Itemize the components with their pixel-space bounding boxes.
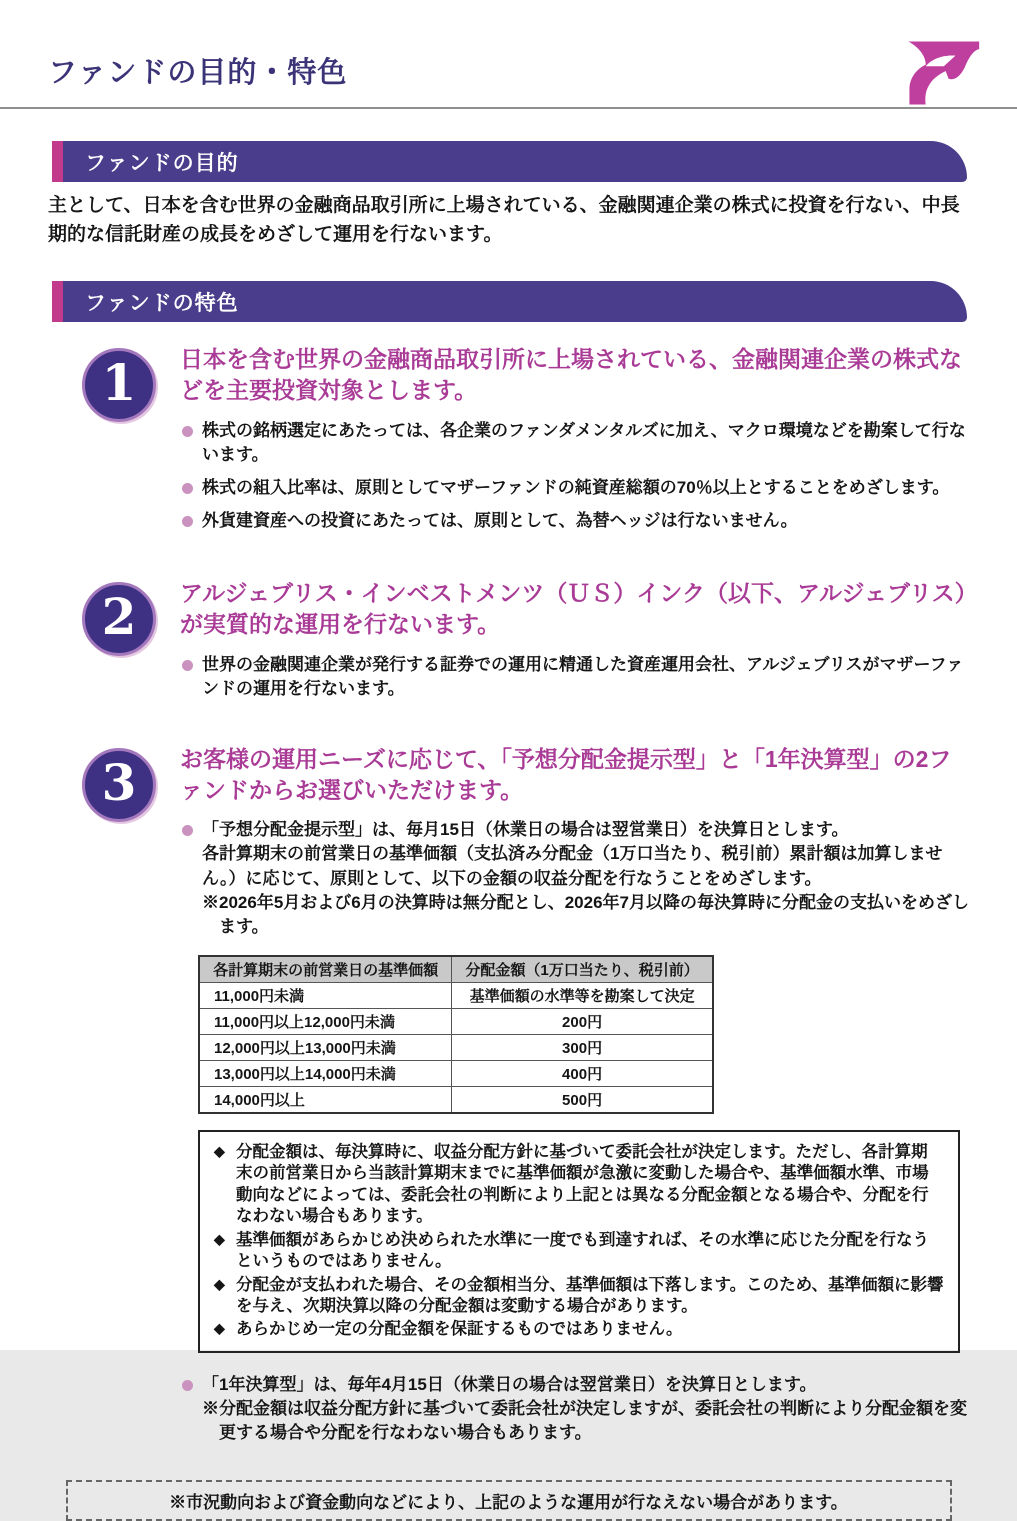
feature-3-bullets: [180, 818, 969, 939]
badge-column: [48, 744, 180, 1454]
table-cell: 12,000円以上13,000円未満: [199, 1034, 452, 1060]
forecast-type-bullet: 「予想分配金提示型」は、毎月15日（休業日の場合は翌営業日）を決算日とします。: [202, 820, 849, 840]
distribution-table: [198, 955, 714, 1114]
table-cell: 11,000円以上12,000円未満: [199, 1008, 452, 1034]
table-row: [199, 1034, 713, 1060]
banner-bar: [63, 141, 967, 182]
banner-accent-bar: [52, 281, 63, 322]
feature-2-body: [180, 578, 969, 710]
feature-item-3: [48, 744, 969, 1454]
feature-1-heading: 日本を含む世界の金融商品取引所に上場されている、金融関連企業の株式などを主要投資対象とします。: [180, 346, 962, 404]
banner-bar: [63, 281, 967, 322]
list-item: 世界の金融関連企業が発行する証券での運用に精通した資産運用会社、アルジェブリスがマザーファンドの運用を行ないます。: [180, 653, 969, 701]
feature-2-bullets: [180, 653, 969, 701]
feature-item-1: [48, 344, 969, 542]
feature-3-number-badge: [82, 748, 156, 822]
table-cell: 500円: [452, 1086, 713, 1113]
section-banner-purpose: [52, 141, 967, 182]
table-cell: 200円: [452, 1008, 713, 1034]
feature-1-number: 1: [101, 353, 137, 412]
table-row: [199, 1086, 713, 1113]
table-cell: 基準価額の水準等を勘案して決定: [452, 982, 713, 1008]
badge-column: [48, 578, 180, 710]
forecast-type-note: ※2026年5月および6月の決算時は無分配とし、2026年7月以降の毎決算時に分配金の支払いをめざします。: [202, 892, 969, 936]
list-item: 株式の銘柄選定にあたっては、各企業のファンダメンタルズに加え、マクロ環境などを勘案して行ないます。: [180, 419, 969, 467]
header-divider: [0, 107, 1017, 109]
list-item: 株式の組入比率は、原則としてマザーファンドの純資産総額の70％以上とすることをめざします。: [180, 476, 969, 500]
badge-column: [48, 344, 180, 542]
annual-type-bullet: 「1年決算型」は、毎年4月15日（休業日の場合は翌営業日）を決算日とします。: [202, 1374, 817, 1394]
feature-3-number: 3: [101, 752, 137, 812]
note-item: ◆ 基準価額があらかじめ決められた水準に一度でも到達すれば、その水準に応じた分配を行なうというものではありません。: [212, 1230, 944, 1273]
content: [0, 141, 1017, 1521]
annual-type-bullets: [180, 1373, 969, 1445]
feature-2-number: 2: [101, 587, 137, 647]
section-banner-features: [52, 281, 967, 322]
feature-3-body: [180, 744, 969, 1454]
section-title-features: ファンドの特色: [85, 291, 239, 315]
notes-list: [212, 1142, 944, 1341]
banner-accent-bar: [52, 141, 63, 182]
annual-type-note: ※分配金額は収益分配方針に基づいて委託会社が決定しますが、委託会社の判断により分配金額を変更する場合や分配を行なわない場合もあります。: [202, 1399, 967, 1443]
table-cell: 14,000円以上: [199, 1086, 452, 1113]
table-row: [199, 1008, 713, 1034]
note-item: ◆ あらかじめ一定の分配金額を保証するものではありません。: [212, 1319, 944, 1340]
feature-1-body: [180, 344, 969, 542]
table-cell: 400円: [452, 1060, 713, 1086]
feature-item-2: [48, 578, 969, 710]
forecast-type-detail: 各計算期末の前営業日の基準価額（支払済み分配金（1万口当たり、税引前）累計額は加算しません。）に応じて、原則として、以下の金額の収益分配を行なうことをめざします。: [202, 844, 943, 888]
brand-arrow-logo-icon: [897, 36, 983, 110]
list-item: [180, 818, 969, 939]
feature-1-bullets: [180, 419, 969, 534]
table-cell: 13,000円以上14,000円未満: [199, 1060, 452, 1086]
list-item: [180, 1373, 969, 1445]
table-cell: 11,000円未満: [199, 982, 452, 1008]
table-row: [199, 1060, 713, 1086]
note-item: ◆ 分配金額は、毎決算時に、収益分配方針に基づいて委託会社が決定します。ただし、各計算期末の前営業日から当該計算期末までに基準価額が急激に変動した場合や、基準価額水準、市場動向などによっては、委託会社の判断により上記とは異なる分配金額となる場合や、分配を行なわない場合もあります。: [212, 1142, 944, 1228]
feature-2-number-badge: [82, 582, 156, 656]
table-header-row: [199, 956, 713, 983]
footer-disclaimer-box: ※市況動向および資金動向などにより、上記のような運用が行なえない場合があります。: [66, 1480, 952, 1521]
feature-1-number-badge: [82, 348, 156, 422]
list-item: 外貨建資産への投資にあたっては、原則として、為替ヘッジは行ないません。: [180, 509, 969, 533]
table-cell: 300円: [452, 1034, 713, 1060]
note-item: ◆ 分配金が支払われた場合、その金額相当分、基準価額は下落します。このため、基準価額に影響を与え、次期決算以降の分配金額は変動する場合があります。: [212, 1275, 944, 1318]
doc-header: [0, 0, 1017, 91]
section-title-purpose: ファンドの目的: [85, 151, 239, 175]
table-row: [199, 982, 713, 1008]
page-title: ファンドの目的・特色: [48, 57, 348, 89]
feature-2-heading: アルジェブリス・インベストメンツ（ＵＳ）インク（以下、アルジェブリス）が実質的な運用を行ないます。: [180, 580, 967, 638]
purpose-body-text: 主として、日本を含む世界の金融商品取引所に上場されている、金融関連企業の株式に投資を行ない、中長期的な信託財産の成長をめざして運用を行ないます。: [48, 195, 960, 245]
feature-3-heading: お客様の運用ニーズに応じて、「予想分配金提示型」と「1年決算型」の2ファンドからお選びいただけます。: [180, 745, 952, 804]
column-header-amount: 分配金額（1万口当たり、税引前）: [452, 956, 713, 983]
distribution-notes-box: [198, 1130, 960, 1353]
column-header-nav: 各計算期末の前営業日の基準価額: [199, 956, 452, 983]
